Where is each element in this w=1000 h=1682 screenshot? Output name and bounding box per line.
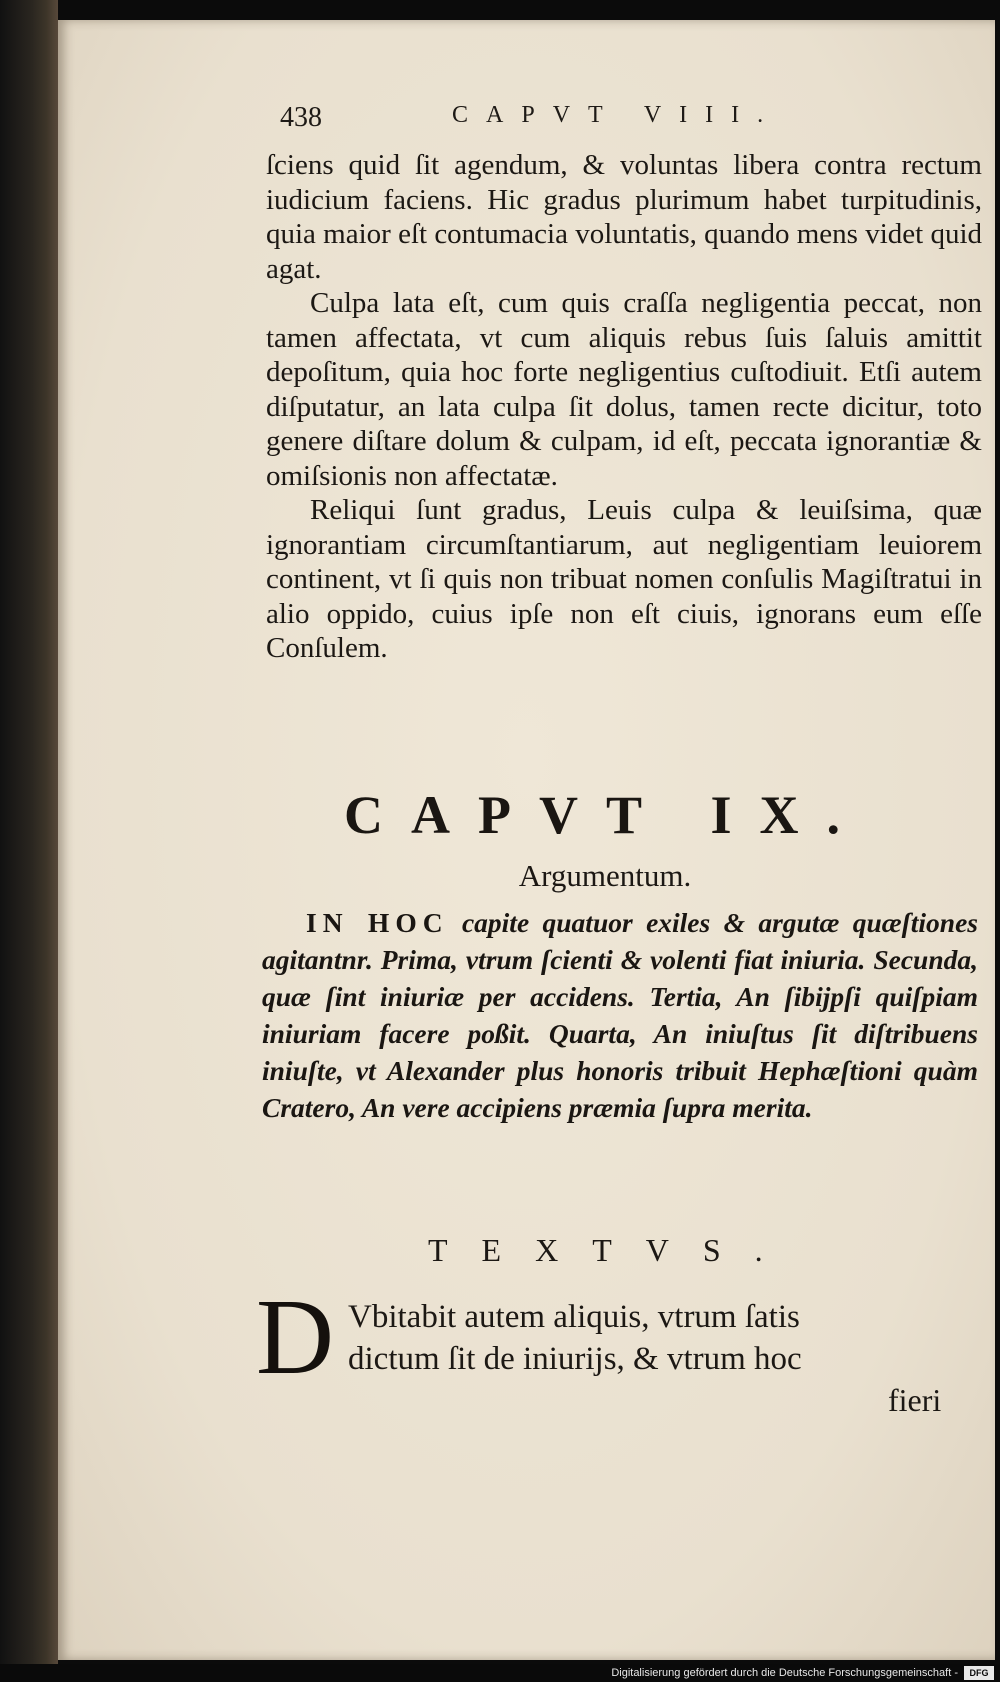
argument-lead-words: IN HOC	[306, 907, 449, 938]
paragraph-culpa-lata: Culpa lata eſt, cum quis craſſa negligentia peccat, non tamen affectata, vt cum aliquis rebus ſuis ſaluis amittit depoſitum, quia hoc forte negligentius cuſtodiuit. Etſi autem diſputatur, an lata culpa ſit dolus, tamen recte dicitur, toto genere diſtare dolum & culpam, id eſt, peccata ignorantiæ & omiſsionis non affectatæ.	[266, 287, 982, 492]
section-text	[266, 148, 982, 666]
running-head	[280, 102, 880, 142]
paragraph-continuation: ſciens quid ſit agendum, & voluntas libera contra rectum iudicium faciens. Hic gradus plurimum habet turpitudinis, quia maior eſt contumacia voluntatis, quando mens videt quid agat.	[266, 149, 982, 285]
digitization-credit: Digitalisierung gefördert durch die Deutsche Forschungsgemeinschaft -	[611, 1667, 958, 1679]
argument-text: capite quatuor exiles & argutæ quæſtiones agitantnr. Prima, vtrum ſcienti & volenti fiat iniuria. Secunda, quæ ſint iniuriæ per accidens. Tertia, An ſibijpſi quiſpiam iniuriam facere poßit. Quarta, An iniuſtus ſit diſtribuens iniuſte, vt Alexander plus honoris tribuit Hephæſtioni quàm Cratero, An vere accipiens præmia ſupra merita.	[262, 907, 979, 1123]
running-title: CAPVT VIII.	[452, 102, 782, 128]
textus-line-1: Vbitabit autem aliquis, vtrum ſatis	[348, 1299, 800, 1335]
argument-heading: Argumentum.	[518, 858, 692, 893]
textus-lines	[348, 1296, 978, 1380]
textus-heading: TEXTVS.	[428, 1232, 797, 1268]
argument-summary	[262, 904, 978, 1126]
page-number: 438	[280, 102, 322, 133]
paragraph-reliqui-gradus: Reliqui ſunt gradus, Leuis culpa & leuiſsima, quæ ignorantiam circumſtantiarum, aut negligentiam leuiorem continent, vt ſi quis non tribuat nomen conſulis Magiſtratui in alio oppido, cuius ipſe non eſt ciuis, ignorans eum eſſe Conſulem.	[266, 494, 982, 664]
textus-line-2: dictum ſit de iniurijs, & vtrum hoc	[348, 1341, 802, 1377]
chapter-title: CAPVT IX.	[344, 785, 869, 845]
book-spine-edge	[0, 0, 58, 1682]
catchword: fieri	[888, 1382, 942, 1418]
drop-cap-initial: D	[256, 1278, 334, 1397]
dfg-logo: DFG	[964, 1666, 994, 1680]
